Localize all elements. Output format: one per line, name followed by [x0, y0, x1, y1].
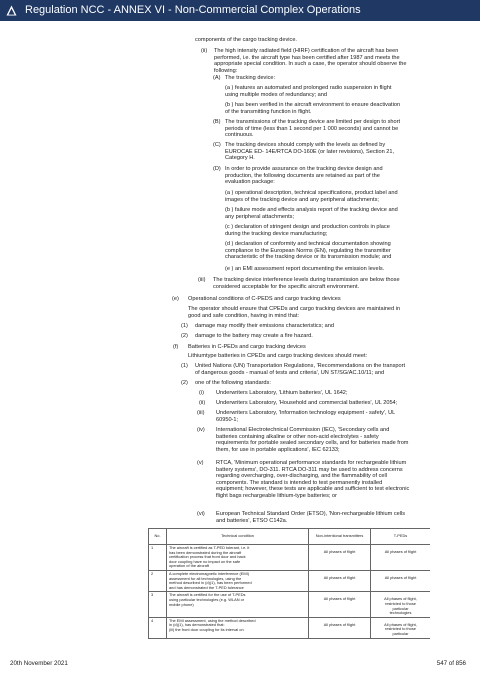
table-cell-line: technologies	[389, 610, 412, 616]
non-intentional-transmitters-cell	[309, 592, 371, 617]
col-header-t-peds: T-PEDs	[371, 529, 431, 545]
table-cell-line: (iii) the front door coupling for its interval on	[169, 626, 244, 632]
list-marker: (B)	[213, 119, 221, 125]
table-cell-line: restricted to those	[385, 600, 416, 606]
footer-date: 20th November 2021	[10, 660, 68, 667]
row-number: 1	[149, 545, 167, 571]
col-header-no: No.	[149, 529, 167, 545]
table-cell-line: operation of the aircraft	[169, 563, 210, 569]
paragraph-line: flight bags rechargeable lithium-type batteries; or	[216, 493, 337, 499]
t-peds-cell	[371, 592, 431, 617]
paragraph-line: components. The standard is intended to test permanently installed	[216, 479, 383, 486]
non-intentional-transmitters-cell	[309, 617, 371, 638]
paragraph-line: Underwriters Laboratory, 'Lithium batteries', UL 1642;	[216, 390, 348, 396]
paragraph-line: Category H.	[225, 155, 255, 162]
paragraph-line: them, for use in portable applications', IEC 62133;	[216, 446, 340, 453]
list-marker: (1)	[181, 363, 188, 369]
row-number: 4	[149, 617, 167, 638]
paragraph-line: International Electrotechnical Commission (IEC), 'Secondary cells and	[216, 427, 390, 433]
table-cell-line: All phases of flight	[323, 574, 356, 580]
list-marker: (iv)	[197, 427, 205, 433]
table-header-row	[149, 529, 431, 545]
paragraph-line: batteries containing alkaline or other non-acid electrolytes - safety	[216, 433, 379, 440]
table-cell-line: certification process that front door and back	[169, 554, 246, 560]
list-marker: (i)	[199, 390, 204, 396]
paragraph-line: any peripheral attachments;	[225, 213, 295, 220]
table-cell-line: All phases of flight	[384, 549, 417, 554]
table-cell-line: All phases of flight	[384, 574, 417, 580]
list-marker: (D)	[213, 166, 221, 172]
paragraph-line: periods of time (less than 1 second per 1 000 seconds) and cannot be	[225, 125, 399, 132]
paragraph-line: The tracking device interference levels during transmission are below those	[213, 277, 400, 283]
non-intentional-transmitters-cell	[309, 545, 371, 571]
col-header-non-intentional-transmitters: Non-intentional transmitters	[309, 529, 371, 545]
paragraph-line: good and safe condition, having in mind that:	[188, 312, 300, 319]
list-marker: (C)	[213, 142, 221, 148]
paragraph-line: Underwriters Laboratory, 'Information technology equipment - safety', UL	[216, 410, 396, 416]
paragraph-line: damage to the battery may create a fire hazard.	[195, 333, 313, 339]
paragraph-line: Lithiumtype batteries in CPEDs and cargo tracking devices should meet:	[188, 353, 368, 359]
list-marker: (e)	[172, 296, 179, 302]
table-cell-line: door coupling have no impact on the safe	[169, 558, 241, 564]
technical-condition-cell	[167, 545, 309, 571]
table-cell-line: mobile phone)	[169, 601, 194, 607]
list-marker: (vi)	[197, 511, 205, 517]
row-number: 3	[149, 592, 167, 617]
paragraph-line: (b ) failure mode and effects analysis report of the tracking device and	[225, 207, 398, 213]
paragraph-line: Operational conditions of C-PEDS and cargo tracking devices	[188, 296, 341, 302]
paragraph-line: one of the following standards:	[195, 380, 271, 386]
list-marker: (A)	[213, 75, 221, 81]
table-cell-line: All phases of flight,	[384, 596, 417, 602]
paragraph-line: performed, i.e. the aircraft type has been certified after 1987 and meets the	[214, 54, 400, 61]
col-header-technical-condition: Technical condition	[167, 529, 309, 545]
table-cell-line: restricted to those	[385, 626, 416, 632]
table-cell-line: using particular technologies (e.g. WLAN or	[169, 596, 245, 602]
list-marker: (iii)	[197, 410, 205, 416]
list-marker: (2)	[181, 333, 188, 339]
table-cell-line: The aircraft is certified as T-PED tolerant, i.e. it	[169, 545, 250, 550]
paragraph-line: equipment; however, these tests are applicable and sufficient to test electronic	[216, 486, 410, 493]
table-row	[149, 545, 431, 571]
paragraph-line: 60950-1;	[216, 416, 239, 423]
paragraph-line: damage may modify their emissions characteristics; and	[195, 323, 334, 329]
paragraph-line: (e ) an EMI assessment report documenting the emission levels.	[225, 266, 385, 272]
table-cell-line: The EMI assessment, using the method described	[169, 617, 256, 623]
t-peds-cell	[371, 570, 431, 591]
paragraph-line: images of the tracking device and any peripheral attachments;	[225, 196, 379, 203]
list-marker: (1)	[181, 323, 188, 329]
paragraph-line: production, the following documents are retained as part of the	[225, 172, 380, 179]
paragraph-line: EUROCAE ED- 14E/RTCA DO-160E (or later revisions), Section 21,	[225, 148, 395, 155]
table-cell-line: particular	[392, 630, 409, 636]
paragraph-line: using multiple modes of redundancy; and	[225, 91, 327, 98]
table-row	[149, 570, 431, 591]
table-cell-line: has been demonstrated during the aircraft	[169, 549, 242, 555]
paragraph-line: The operator should ensure that CPEDs and cargo tracking devices are maintained in	[188, 306, 401, 312]
header-title: Regulation NCC - ANNEX VI - Non-Commercial Complex Operations	[25, 4, 361, 16]
paragraph-line: battery systems', DO-311. RTCA DO-311 may be used to address concerns	[216, 466, 403, 473]
paragraph-line: (a ) features an automated and prolonged radio suspension in flight	[225, 85, 392, 91]
paragraph-line: The transmissions of the tracking device are limited per design to short	[225, 119, 401, 125]
table-cell-line: All phases of flight,	[384, 621, 417, 627]
table-cell-line: All phases of flight	[323, 596, 356, 602]
list-marker: (v)	[197, 460, 204, 466]
paragraph-line: considered acceptable for the specific aircraft environment.	[213, 283, 360, 290]
paragraph-line: (a ) operational description, technical specifications, product label and	[225, 190, 398, 196]
table-cell-line: method described in (d)(1), has been performed	[169, 580, 252, 586]
paragraph-line: United Nations (UN) Transportation Regulations, 'Recommendations on the transport	[195, 363, 406, 369]
list-marker: (ii)	[199, 400, 206, 406]
table-cell-line: All phases of flight	[323, 621, 356, 627]
paragraph-line: evaluation package:	[225, 179, 275, 186]
table-cell-line: A complete electromagnetic interference (EMI)	[169, 570, 250, 576]
paragraph-line: RTCA, 'Minimum operational performance standards for rechargeable lithium	[216, 460, 407, 466]
paragraph-line: characteristic of the tracking device or its transmission module; and	[225, 254, 392, 261]
paragraph-line: (b ) has been verified in the aircraft environment to ensure deactivation	[225, 102, 401, 108]
footer-page-number: 547 of 856	[436, 660, 466, 667]
table-cell-line: and has demonstrated the T-PED tolerance	[169, 584, 244, 590]
technical-condition-cell	[167, 570, 309, 591]
t-peds-cell	[371, 545, 431, 571]
paragraph-line: continuous.	[225, 132, 254, 139]
list-marker: (f)	[173, 344, 179, 350]
list-marker: (ii)	[201, 48, 208, 54]
paragraph-line: In order to provide assurance on the tracking device design and	[225, 166, 383, 172]
paragraph-line: Underwriters Laboratory, 'Household and commercial batteries', UL 2054;	[216, 400, 398, 406]
technical-condition-cell	[167, 592, 309, 617]
technical-conditions-table	[148, 528, 430, 641]
paragraph-line: compliance to the European Norms (EN), regulating the transmitter	[225, 247, 391, 254]
paragraph-line: of the transmitting function in flight.	[225, 108, 312, 115]
paragraph-line: The tracking devices should comply with the levels as defined by	[225, 142, 386, 148]
paragraph-line: (c ) declaration of stringent design and production controls in place	[225, 224, 390, 230]
technical-condition-cell	[167, 617, 309, 638]
paragraph-line: The tracking device:	[225, 75, 276, 81]
paragraph-line: and batteries', ETSO C142a.	[216, 517, 288, 524]
table-row	[149, 617, 431, 638]
paragraph-line: following:	[214, 67, 238, 74]
table-cell-line: All phases of flight	[323, 549, 356, 554]
paragraph-line: (d ) declaration of conformity and technical documentation showing	[225, 241, 391, 247]
paragraph-line: requirements for portable sealed secondary cells, and for batteries made from	[216, 440, 409, 447]
table-cell-line: particular	[392, 605, 409, 611]
paragraph-line: of dangerous goods - manual of tests and criteria', UN ST/SG/AC.10/11; and	[195, 369, 385, 376]
row-number: 2	[149, 570, 167, 591]
table-cell-line: in (d)(1), has demonstrated that:	[169, 622, 225, 628]
paragraph-line: Batteries in C-PEDs and cargo tracking devices	[188, 344, 306, 350]
paragraph-line: European Technical Standard Order (ETSO), 'Non-rechargeable lithium cells	[216, 511, 406, 517]
paragraph-line: during the tracking device manufacturing;	[225, 230, 328, 237]
list-marker: (2)	[181, 380, 188, 386]
list-marker: (iii)	[198, 277, 206, 283]
paragraph-line: components of the cargo tracking device.	[195, 37, 297, 43]
paragraph-line: regarding overcharging, over-discharging, and the flammability of cell	[216, 473, 388, 480]
table-cell-line: assessment for all technologies, using the	[169, 575, 242, 581]
paragraph-line: The high intensity radiated field (HIRF) certification of the aircraft has been	[214, 48, 399, 54]
t-peds-cell	[371, 617, 431, 638]
table-row	[149, 592, 431, 617]
paragraph-line: appropriate special condition. In such a case, the operator should observe the	[214, 61, 407, 68]
non-intentional-transmitters-cell	[309, 570, 371, 591]
table-cell-line: The aircraft is certified for the use of T-PEDs	[169, 592, 246, 598]
